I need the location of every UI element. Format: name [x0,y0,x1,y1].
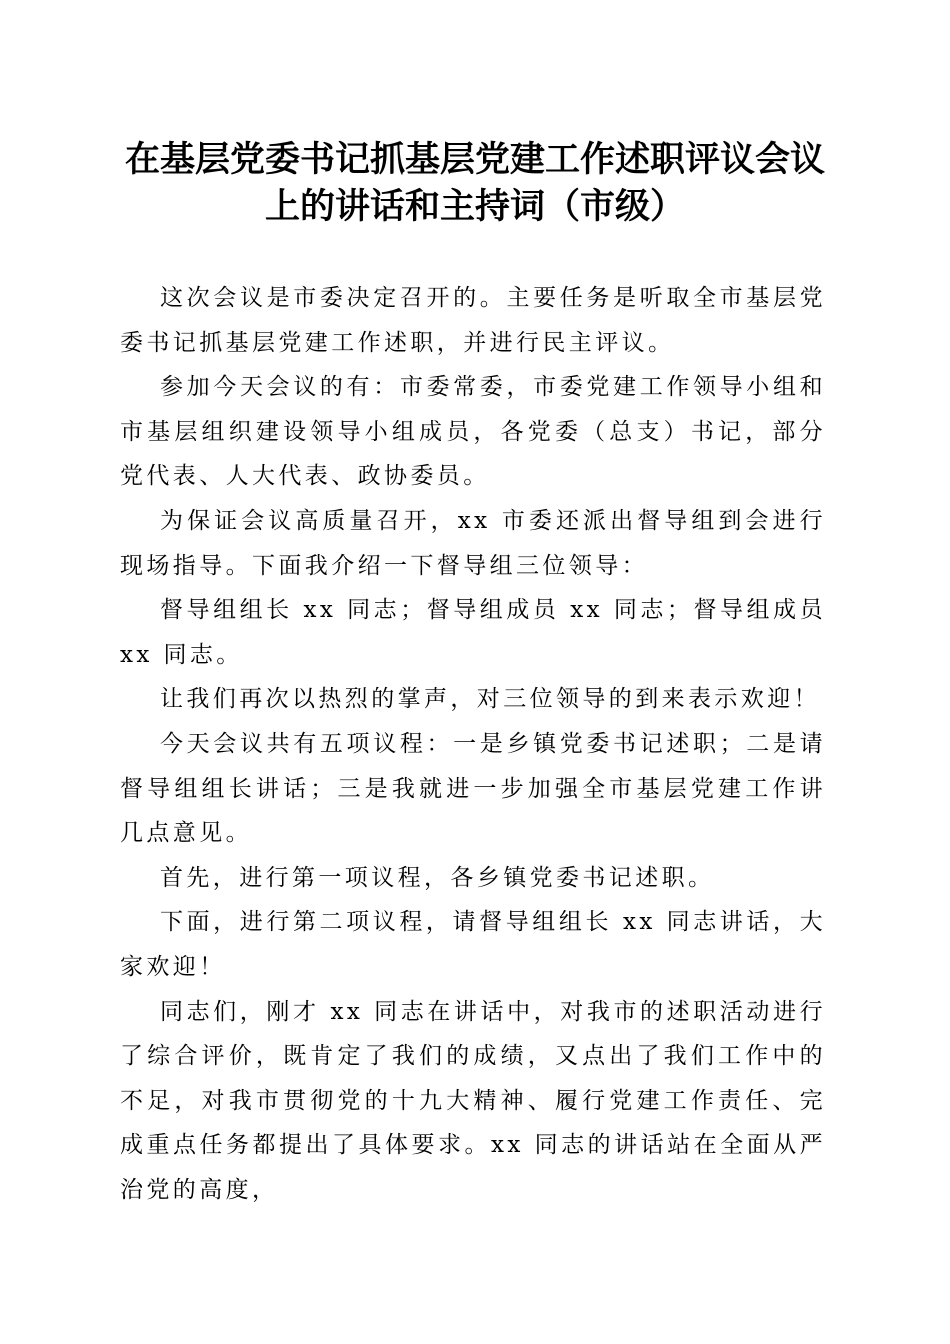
paragraph-second-item: 下面，进行第二项议程，请督导组组长 xx 同志讲话，大家欢迎！ [120,909,826,980]
document-title [100,136,850,230]
document-body [120,276,826,1212]
paragraph-attendees: 参加今天会议的有：市委常委，市委党建工作领导小组和市基层组织建设领导小组成员，各党委（总支）书记，部分党代表、人大代表、政协委员。 [120,374,826,490]
title-line-2: 上的讲话和主持词（市级） [264,186,685,227]
paragraph-welcome: 让我们再次以热烈的掌声，对三位领导的到来表示欢迎！ [160,686,820,713]
paragraph-agenda: 今天会议共有五项议程：一是乡镇党委书记述职；二是请督导组组长讲话；三是我就进一步加强全市基层党建工作讲几点意见。 [120,730,826,847]
paragraph-comrades: 同志们，刚才 xx 同志在讲话中，对我市的述职活动进行了综合评价，既肯定了我们的成绩，又点出了我们工作中的不足，对我市贯彻党的十九大精神、履行党建工作责任、完成重点任务都提出了具体要求。xx 同志的讲话站在全面从严治党的高度， [120,998,826,1203]
paragraph-first-item: 首先，进行第一项议程，各乡镇党委书记述职。 [160,864,715,891]
title-line-1: 在基层党委书记抓基层党建工作述职评议会议 [124,139,825,180]
paragraph-supervision-group: 为保证会议高质量召开，xx 市委还派出督导组到会进行现场指导。下面我介绍一下督导组三位领导： [120,507,826,579]
paragraph-meeting-purpose: 这次会议是市委决定召开的。主要任务是听取全市基层党委书记抓基层党建工作述职，并进行民主评议。 [120,285,826,356]
paragraph-group-members: 督导组组长 xx 同志；督导组成员 xx 同志；督导组成员 xx 同志。 [120,597,826,668]
